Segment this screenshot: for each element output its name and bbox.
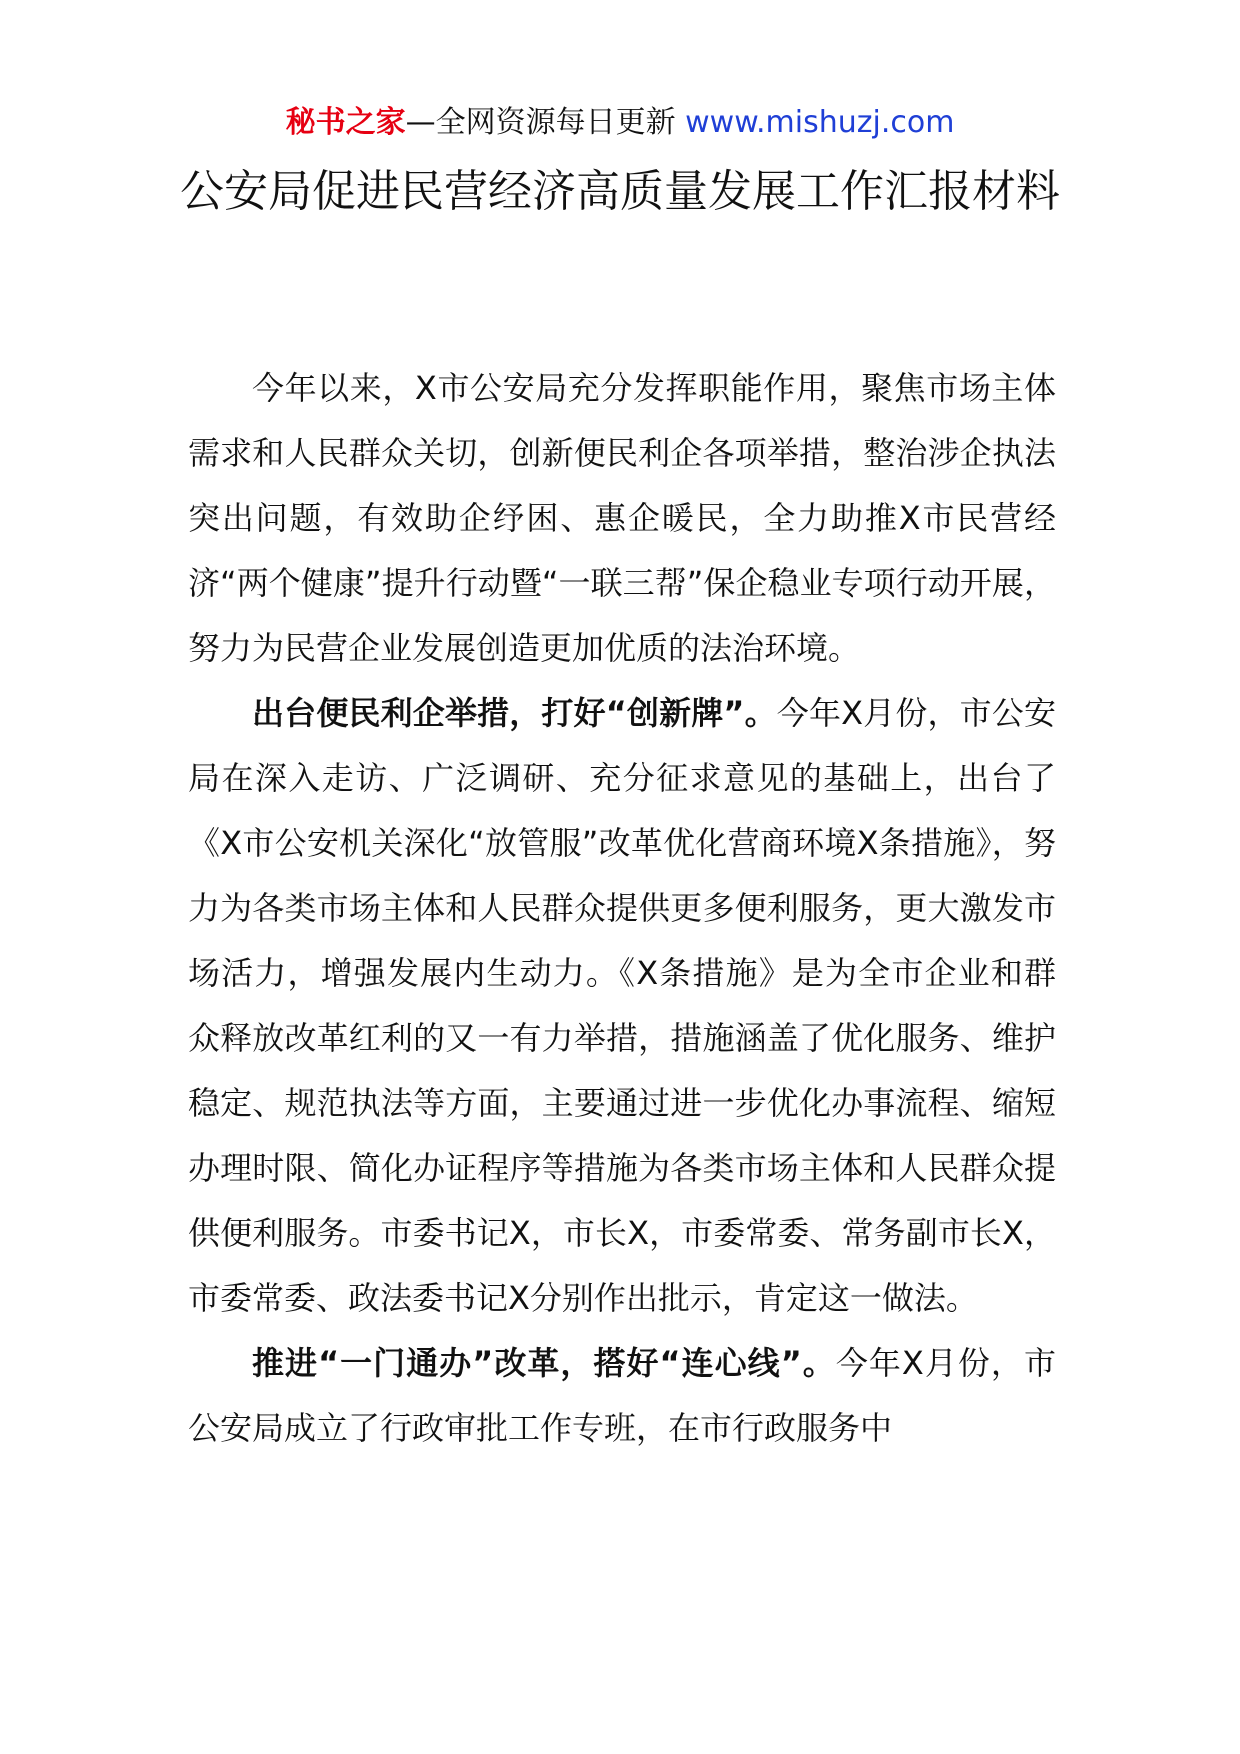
document-title: 公安局促进民营经济高质量发展工作汇报材料: [180, 166, 1060, 217]
paragraph-intro: [188, 356, 1056, 681]
site-url: www.mishuzj.com: [685, 105, 955, 140]
paragraph-text: 今年X月份，市公安局在深入走访、广泛调研、充分征求意见的基础上，出台了《X市公安机关深化“放管服”改革优化营商环境X条措施》，努力为各类市场主体和人民群众提供更多便利服务，更大激发市场活力，增强发展内生动力。《X条措施》是为全市企业和群众释放改革红利的又一有力举措，措施涵盖了优化服务、维护稳定、规范执法等方面，主要通过进一步优化办事流程、缩短办理时限、简化办证程序等措施为各类市场主体和人民群众提供便利服务。市委书记X，市长X，市委常委、常务副市长X，市委常委、政法委书记X分别作出批示，肯定这一做法。: [188, 694, 1056, 1317]
paragraph-lead: 推进“一门通办”改革，搭好“连心线”。: [252, 1344, 836, 1382]
document-body: [188, 356, 1056, 1461]
site-header: [0, 102, 1240, 144]
site-brand: 秘书之家: [285, 105, 406, 140]
paragraph-innovation: [188, 681, 1056, 1331]
paragraph-one-stop: [188, 1331, 1056, 1461]
paragraph-text: 今年X月份，市公安局成立了行政审批工作专班，在市行政服务中: [188, 1344, 1056, 1447]
paragraph-text: 今年以来，X市公安局充分发挥职能作用，聚焦市场主体需求和人民群众关切，创新便民利企各项举措，整治涉企执法突出问题，有效助企纾困、惠企暖民，全力助推X市民营经济“两个健康”提升行动暨“一联三帮”保企稳业专项行动开展，努力为民营企业发展创造更加优质的法治环境。: [188, 369, 1056, 667]
site-tagline: —全网资源每日更新: [405, 105, 676, 140]
paragraph-lead: 出台便民利企举措，打好“创新牌”。: [252, 694, 777, 732]
